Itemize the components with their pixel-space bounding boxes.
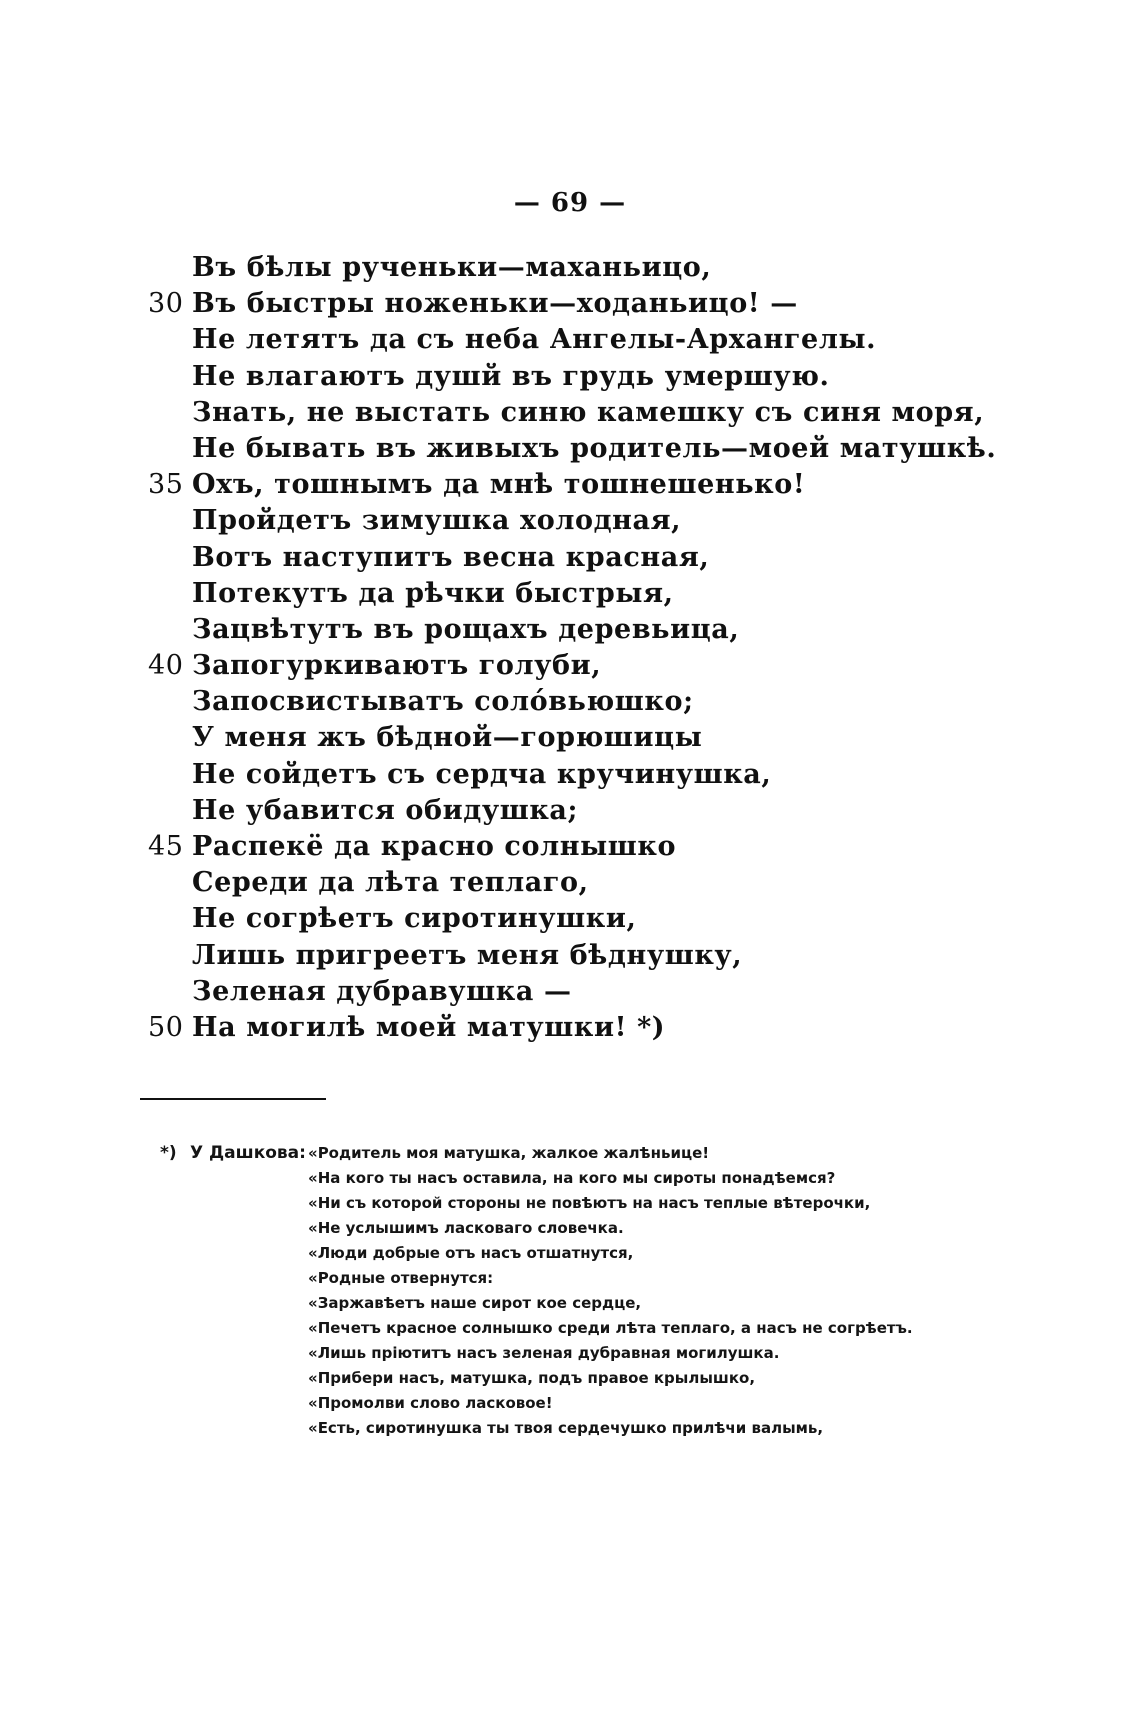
verse-line [148,322,1048,358]
verse-line [148,612,1048,648]
footnote [160,1140,1060,1441]
line-number: 35 [148,469,184,501]
verse-line [148,720,1048,756]
verse-text: Пройдетъ зимушка холодная, [192,505,682,537]
footnote-first-line [160,1140,1060,1166]
verse-text: Охъ, тошнымъ да мнѣ тошнешенько! [192,469,806,501]
verse-text: Знать, не выстать синю камешку съ синя моря, [192,396,985,428]
verse-line [148,684,1048,720]
verse-line [148,503,1048,539]
verse-text: Лишь пригреетъ меня бѣднушку, [192,939,743,971]
footnote-marker: *) [160,1143,177,1163]
line-number: 30 [148,288,184,320]
footnote-line: «Печетъ красное солнышко среди лѣта теплаго, а насъ не согрѣетъ. [308,1319,913,1337]
verse-text: Потекутъ да рѣчки быстрыя, [192,577,674,609]
verse-text: Зацвѣтутъ въ рощахъ деревьица, [192,613,740,645]
verse-text: Распекё да красно солнышко [192,831,677,862]
verse-line [148,431,1048,467]
verse-text: Запогуркиваютъ голуби, [192,650,602,682]
verse-text: Запосвистыватъ соло́вьюшко; [192,686,694,718]
line-number: 45 [148,831,184,862]
footnote-source: У Дашкова: [190,1143,306,1163]
footnote-line: «На кого ты насъ оставила, на кого мы сироты понадѣемся? [308,1169,836,1187]
footnote-line: «Заржавѣетъ наше сирот кое сердце, [308,1294,642,1312]
verse-line [148,901,1048,937]
verse-text: Вотъ наступитъ весна красная, [192,541,710,573]
line-number: 50 [148,1011,184,1043]
verse-text: Не бывать въ живыхъ родитель—моей матушкѣ. [192,432,997,464]
footnote-line: «Лишь пріютитъ насъ зеленая дубравная могилушка. [308,1344,780,1362]
footnote-line: «Есть, сиротинушка ты твоя сердечушко прилѣчи валымь, [308,1419,824,1437]
verse-line [148,865,1048,901]
footnote-line: «Промолви слово ласковое! [308,1394,553,1412]
verse-line [148,395,1048,431]
verse-text: У меня жъ бѣдной—горюшицы [192,722,703,754]
footnote-line: «Люди добрые отъ насъ отшатнутся, [308,1244,634,1262]
verse-text: На могилѣ моей матушки! *) [192,1011,666,1043]
verse-line [148,974,1048,1010]
verse-text: Не согрѣетъ сиротинушки, [192,903,637,935]
footnote-line: «Не услышимъ ласковаго словечка. [308,1219,624,1237]
verse-text: Въ быстры ноженьки—ходаньицо! — [192,288,798,320]
verse-line [148,359,1048,395]
verse-text: Зеленая дубравушка — [192,975,572,1007]
verse-text: Не сойдетъ съ сердча кручинушка, [192,758,772,790]
line-number: 40 [148,650,184,682]
verse-line [148,757,1048,793]
page-number: — 69 — [513,188,627,218]
verse-line [148,793,1048,829]
footnote-line: «Родитель моя матушка, жалкое жалѣньице! [308,1144,710,1162]
verse-text: Не летятъ да съ неба Ангелы-Архангелы. [192,324,877,356]
footnote-line: «Ни съ которой стороны не повѣютъ на насъ теплые вѣтерочки, [308,1194,871,1212]
verse-line [148,1010,1048,1046]
verse-line [148,576,1048,612]
footnote-line: «Родные отвернутся: [308,1269,494,1287]
verse-line [148,829,1048,865]
verse-line [148,938,1048,974]
verse-line [148,286,1048,322]
verse-line [148,540,1048,576]
verse-text: Не убавится обидушка; [192,794,579,826]
verse-text: Въ бѣлы рученьки—маханьицо, [192,252,712,283]
verse-line [148,467,1048,503]
verse-line [148,250,1048,286]
verse-text: Не влагаютъ душй въ грудь умершую. [192,360,830,392]
footnote-separator [140,1098,326,1100]
verse-text: Середи да лѣта теплаго, [192,867,589,899]
verse-line [148,648,1048,684]
poem [148,250,1048,1046]
footnote-line: «Прибери насъ, матушка, подъ правое крылышко, [308,1369,756,1387]
